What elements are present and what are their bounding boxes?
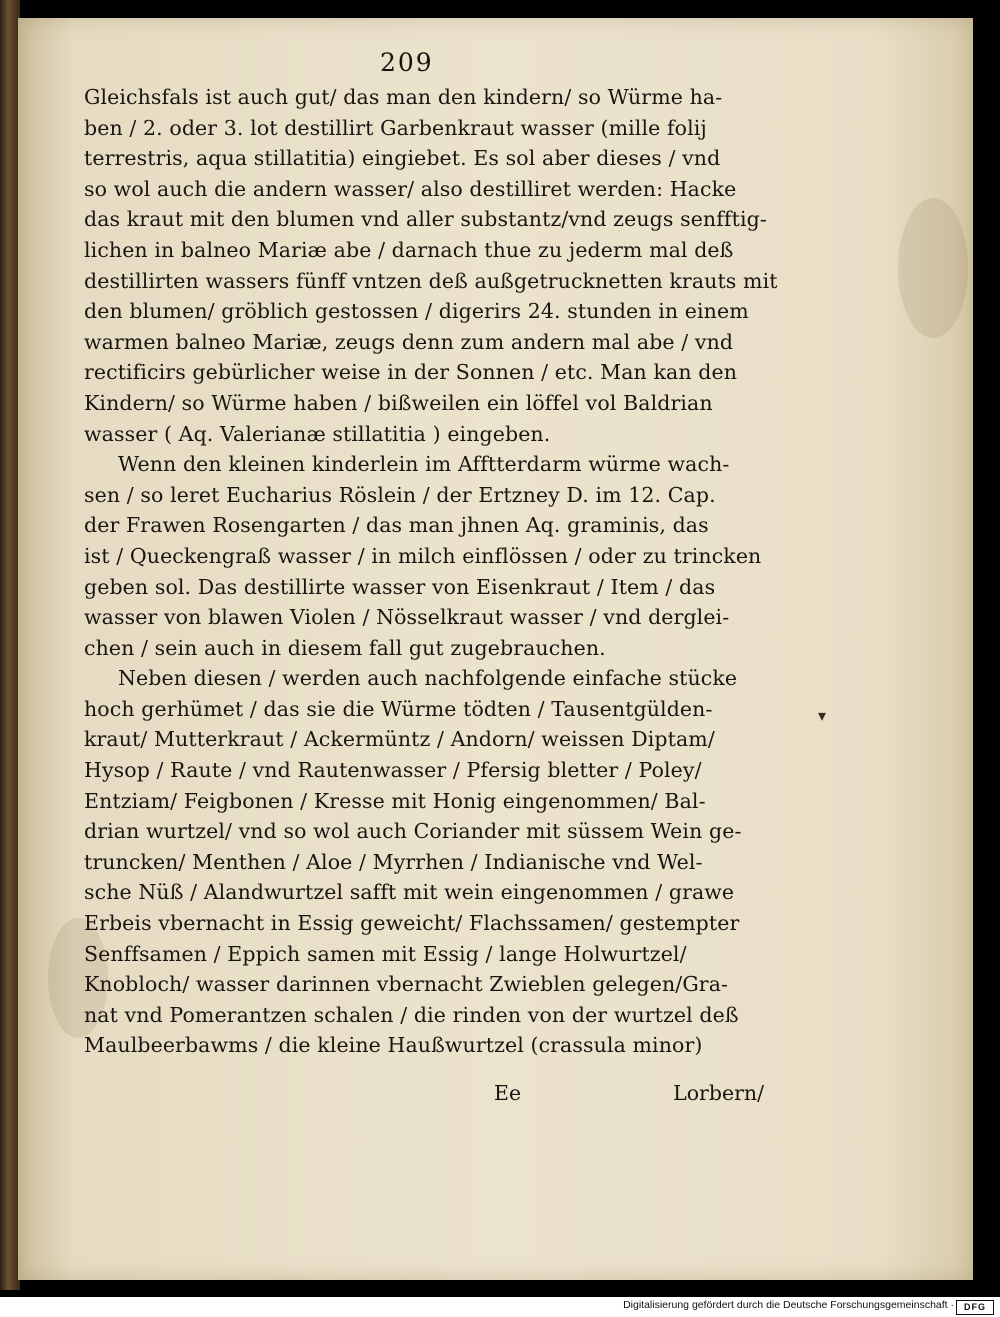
text-line: rectificirs gebürlicher weise in der Sonnen / etc. Man kan den	[84, 360, 738, 385]
signature-mark: Ee	[494, 1081, 522, 1105]
text-line: lichen in balneo Mariæ abe / darnach thue zu jederm mal deß	[84, 237, 734, 262]
page-number: 209	[380, 48, 434, 77]
text-line: wasser von blawen Violen / Nösselkraut wasser / vnd derglei-	[84, 605, 730, 630]
text-line: Wenn den kleinen kinderlein im Afftterdarm würme wach-	[118, 452, 730, 477]
text-line: Knobloch/ wasser darinnen vbernacht Zwieblen gelegen/Gra-	[84, 972, 729, 997]
book-edge	[0, 0, 20, 1290]
body-text	[84, 82, 778, 1061]
text-line: nat vnd Pomerantzen schalen / die rinden von der wurtzel deß	[84, 1002, 739, 1027]
text-line: Neben diesen / werden auch nachfolgende einfache stücke	[118, 666, 738, 691]
text-line: das kraut mit den blumen vnd aller substantz/vnd zeugs senfftig-	[84, 207, 767, 232]
text-line: drian wurtzel/ vnd so wol auch Coriander mit süssem Wein ge-	[84, 819, 742, 844]
text-line: truncken/ Menthen / Aloe / Myrrhen / Indianische vnd Wel-	[84, 849, 703, 874]
text-line: hoch gerhümet / das sie die Würme tödten / Tausentgülden-	[84, 696, 713, 721]
text-line: so wol auch die andern wasser/ also destilliret werden: Hacke	[84, 176, 737, 201]
text-line: warmen balneo Mariæ, zeugs denn zum andern mal abe / vnd	[84, 329, 734, 354]
text-line: chen / sein auch in diesem fall gut zugebrauchen.	[84, 635, 606, 660]
text-line: Hysop / Raute / vnd Rautenwasser / Pfersig bletter / Poley/	[84, 758, 702, 783]
text-line: Senffsamen / Eppich samen mit Essig / lange Holwurtzel/	[84, 941, 687, 966]
text-line: Gleichsfals ist auch gut/ das man den kindern/ so Würme ha-	[84, 85, 723, 109]
funding-credit: Digitalisierung gefördert durch die Deutsche Forschungsgemeinschaft ·	[623, 1299, 954, 1311]
text-line: destillirten wassers fünff vntzen deß außgetrucknetten krauts mit	[84, 268, 778, 293]
text-line: geben sol. Das destillirte wasser von Eisenkraut / Item / das	[84, 574, 716, 599]
page-footer-line	[84, 1077, 764, 1109]
text-line: ben / 2. oder 3. lot destillirt Garbenkraut wasser (mille folij	[84, 115, 707, 140]
margin-mark: ▾	[818, 706, 827, 725]
text-line: ist / Queckengraß wasser / in milch einflössen / oder zu trincken	[84, 543, 762, 568]
text-line: Maulbeerbawms / die kleine Haußwurtzel (crassula minor)	[84, 1033, 703, 1058]
text-line: kraut/ Mutterkraut / Ackermüntz / Andorn/ weissen Diptam/	[84, 727, 715, 752]
paper-stain	[898, 198, 968, 338]
catchword: Lorbern/	[673, 1081, 764, 1105]
text-line: Entziam/ Feigbonen / Kresse mit Honig eingenommen/ Bal-	[84, 788, 706, 813]
text-line: terrestris, aqua stillatitia) eingiebet. Es sol aber dieses / vnd	[84, 146, 721, 171]
text-line: der Frawen Rosengarten / das man jhnen Aq. graminis, das	[84, 513, 709, 538]
text-line: sche Nüß / Alandwurtzel safft mit wein eingenommen / grawe	[84, 880, 735, 905]
text-line: den blumen/ gröblich gestossen / digerirs 24. stunden in einem	[84, 299, 749, 324]
text-line: wasser ( Aq. Valerianæ stillatitia ) eingeben.	[84, 421, 551, 446]
dfg-logo: DFG	[956, 1300, 994, 1315]
text-line: sen / so leret Eucharius Röslein / der Ertzney D. im 12. Cap.	[84, 482, 716, 507]
text-line: Kindern/ so Würme haben / bißweilen ein löffel vol Baldrian	[84, 390, 713, 415]
text-line: Erbeis vbernacht in Essig geweicht/ Flachssamen/ gestempter	[84, 911, 740, 936]
